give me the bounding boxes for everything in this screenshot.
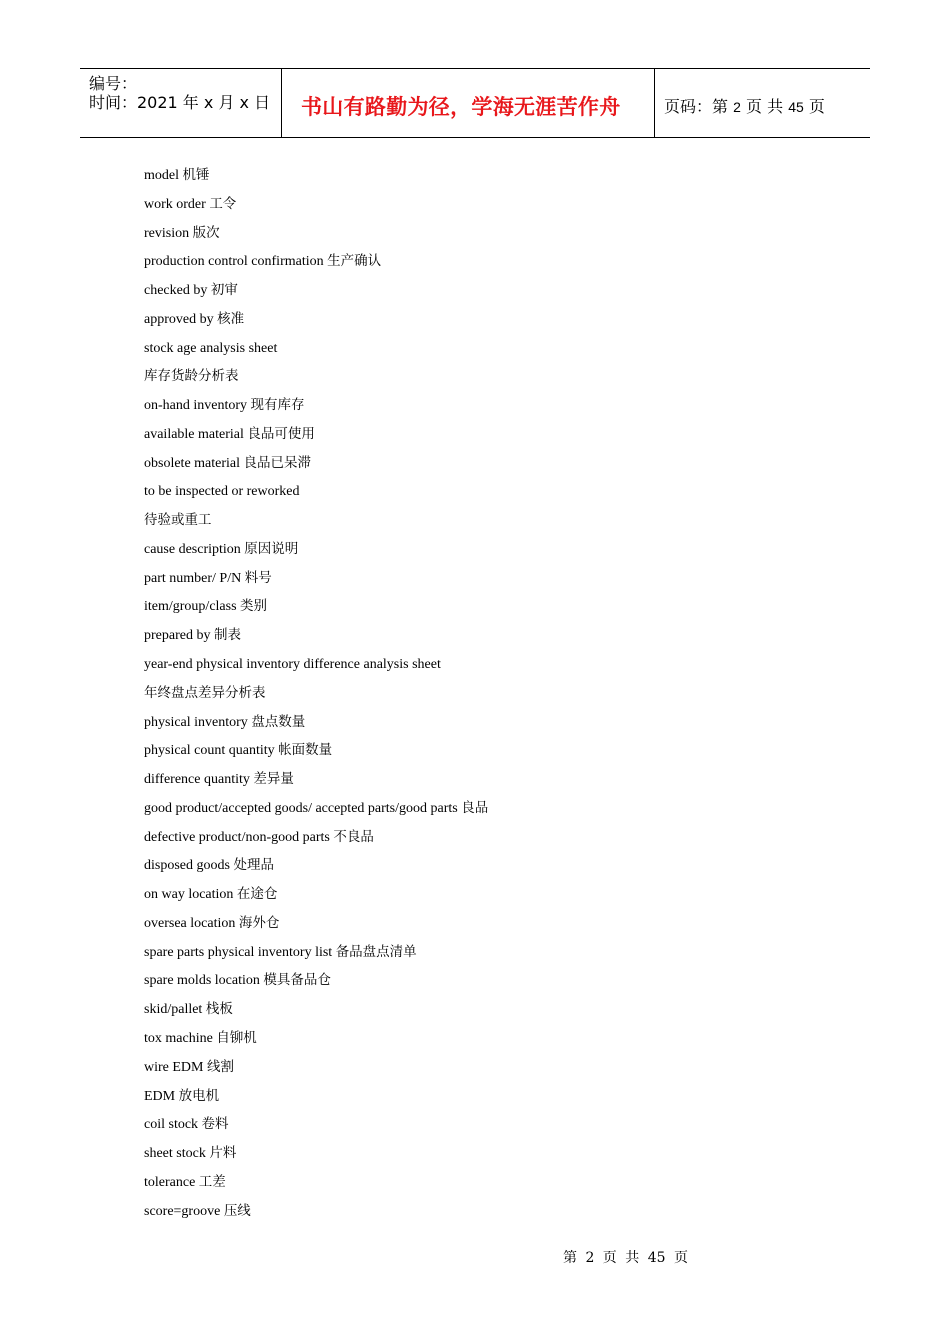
entry-chinese: 类别 xyxy=(240,598,268,615)
entry-chinese: 库存货龄分析表 xyxy=(144,368,239,385)
page-prefix: 页码：第 xyxy=(664,97,729,116)
glossary-entry xyxy=(144,365,488,394)
glossary-entry xyxy=(144,653,488,682)
glossary-entry xyxy=(144,998,488,1027)
entry-chinese: 在途仓 xyxy=(236,886,278,903)
glossary-entry xyxy=(144,797,488,826)
entry-english: sheet stock xyxy=(144,1146,210,1162)
entry-chinese: 待验或重工 xyxy=(144,512,212,529)
entry-english: on way location xyxy=(144,887,237,903)
glossary-entry xyxy=(144,279,488,308)
glossary-list xyxy=(144,164,488,1228)
entry-chinese: 不良品 xyxy=(333,828,374,845)
entry-english: revision xyxy=(144,225,193,241)
page-suffix: 页 xyxy=(808,97,825,116)
glossary-entry xyxy=(144,509,488,538)
entry-english: wire EDM xyxy=(144,1059,207,1075)
glossary-entry xyxy=(144,1171,488,1200)
entry-chinese: 压线 xyxy=(223,1202,251,1219)
entry-english: oversea location xyxy=(144,915,239,931)
entry-chinese: 栈板 xyxy=(205,1001,233,1018)
entry-chinese: 盘点数量 xyxy=(251,713,306,730)
glossary-entry xyxy=(144,567,488,596)
entry-english: good product/accepted goods/ accepted parts/good parts xyxy=(144,800,462,816)
entry-english: tolerance xyxy=(144,1174,199,1190)
glossary-entry xyxy=(144,624,488,653)
entry-chinese: 自铆机 xyxy=(216,1029,257,1046)
page-current: 2 xyxy=(733,99,741,115)
entry-chinese: 生产确认 xyxy=(327,253,382,270)
entry-chinese: 卷料 xyxy=(201,1116,229,1133)
entry-chinese: 放电机 xyxy=(178,1087,220,1104)
glossary-entry xyxy=(144,337,488,366)
entry-english: coil stock xyxy=(144,1117,202,1133)
header-meta-cell xyxy=(80,69,282,137)
entry-english: on-hand inventory xyxy=(144,398,251,414)
glossary-entry xyxy=(144,193,488,222)
glossary-entry xyxy=(144,912,488,941)
entry-chinese: 良品已呆滞 xyxy=(243,454,312,471)
glossary-entry xyxy=(144,308,488,337)
glossary-entry xyxy=(144,883,488,912)
glossary-entry xyxy=(144,423,488,452)
entry-chinese: 模具备品仓 xyxy=(263,972,331,989)
glossary-entry xyxy=(144,394,488,423)
glossary-entry xyxy=(144,1056,488,1085)
header-page-cell xyxy=(655,69,870,137)
glossary-entry xyxy=(144,222,488,251)
entry-chinese: 片料 xyxy=(209,1145,237,1162)
entry-english: prepared by xyxy=(144,628,214,644)
entry-chinese: 备品盘点清单 xyxy=(335,943,417,960)
entry-english: to be inspected or reworked xyxy=(144,484,300,500)
entry-english: checked by xyxy=(144,283,211,299)
glossary-entry xyxy=(144,739,488,768)
entry-english: defective product/non-good parts xyxy=(144,829,334,845)
entry-chinese: 现有库存 xyxy=(250,397,305,414)
entry-english: part number/ P/N xyxy=(144,570,245,586)
glossary-entry xyxy=(144,1142,488,1171)
entry-chinese: 良品可使用 xyxy=(247,425,315,442)
entry-english: item/group/class xyxy=(144,599,241,615)
glossary-entry xyxy=(144,768,488,797)
entry-chinese: 机锤 xyxy=(182,167,210,183)
entry-chinese: 处理品 xyxy=(233,857,274,874)
entry-chinese: 工差 xyxy=(198,1173,226,1190)
entry-chinese: 料号 xyxy=(244,569,272,586)
entry-english: score=groove xyxy=(144,1203,224,1219)
entry-english: tox machine xyxy=(144,1030,217,1046)
entry-english: obsolete material xyxy=(144,455,244,471)
entry-chinese: 原因说明 xyxy=(244,540,299,557)
entry-english: available material xyxy=(144,426,248,442)
entry-english: spare parts physical inventory list xyxy=(144,944,336,960)
entry-english: difference quantity xyxy=(144,772,254,788)
glossary-entry xyxy=(144,538,488,567)
entry-chinese: 制表 xyxy=(213,627,241,644)
glossary-entry xyxy=(144,1027,488,1056)
entry-chinese: 海外仓 xyxy=(238,914,280,931)
entry-chinese: 线割 xyxy=(207,1058,234,1075)
page-header xyxy=(80,68,870,138)
page-indicator xyxy=(664,94,825,117)
glossary-entry xyxy=(144,969,488,998)
entry-english: approved by xyxy=(144,311,218,327)
glossary-entry xyxy=(144,164,488,193)
glossary-entry xyxy=(144,1113,488,1142)
entry-chinese: 工令 xyxy=(209,195,237,212)
glossary-entry xyxy=(144,1085,488,1114)
entry-english: EDM xyxy=(144,1088,179,1104)
entry-chinese: 版次 xyxy=(192,224,220,241)
glossary-entry xyxy=(144,480,488,509)
glossary-entry xyxy=(144,711,488,740)
entry-chinese: 年终盘点差异分析表 xyxy=(144,684,266,701)
entry-english: cause description xyxy=(144,541,245,557)
page-total: 45 xyxy=(788,99,804,115)
entry-english: skid/pallet xyxy=(144,1002,206,1018)
entry-english: model xyxy=(144,168,183,183)
page-footer: 第 2 页 共 45 页 xyxy=(563,1250,688,1266)
glossary-entry xyxy=(144,452,488,481)
entry-chinese: 帐面数量 xyxy=(278,742,333,759)
motto: 书山有路勤为径，学海无涯苦作舟 xyxy=(301,95,621,119)
page-mid: 页 共 xyxy=(746,97,784,116)
entry-chinese: 差异量 xyxy=(253,771,294,788)
entry-english: work order xyxy=(144,196,210,212)
entry-chinese: 初审 xyxy=(210,282,238,299)
entry-chinese: 良品 xyxy=(461,799,489,816)
glossary-entry xyxy=(144,941,488,970)
glossary-entry xyxy=(144,854,488,883)
entry-english: production control confirmation xyxy=(144,254,328,270)
entry-english: spare molds location xyxy=(144,973,264,989)
entry-english: physical inventory xyxy=(144,714,252,730)
glossary-entry xyxy=(144,1200,488,1229)
serial-number-label: 编号： xyxy=(89,74,138,93)
entry-english: stock age analysis sheet xyxy=(144,340,278,356)
glossary-entry xyxy=(144,826,488,855)
glossary-entry xyxy=(144,250,488,279)
entry-english: year-end physical inventory difference analysis sheet xyxy=(144,657,441,673)
date-label: 时间：2021 年 x 月 x 日 xyxy=(89,93,271,112)
glossary-entry xyxy=(144,595,488,624)
entry-english: physical count quantity xyxy=(144,743,279,759)
glossary-entry xyxy=(144,682,488,711)
entry-english: disposed goods xyxy=(144,858,234,874)
header-motto-cell xyxy=(281,69,655,137)
entry-chinese: 核准 xyxy=(217,310,245,327)
